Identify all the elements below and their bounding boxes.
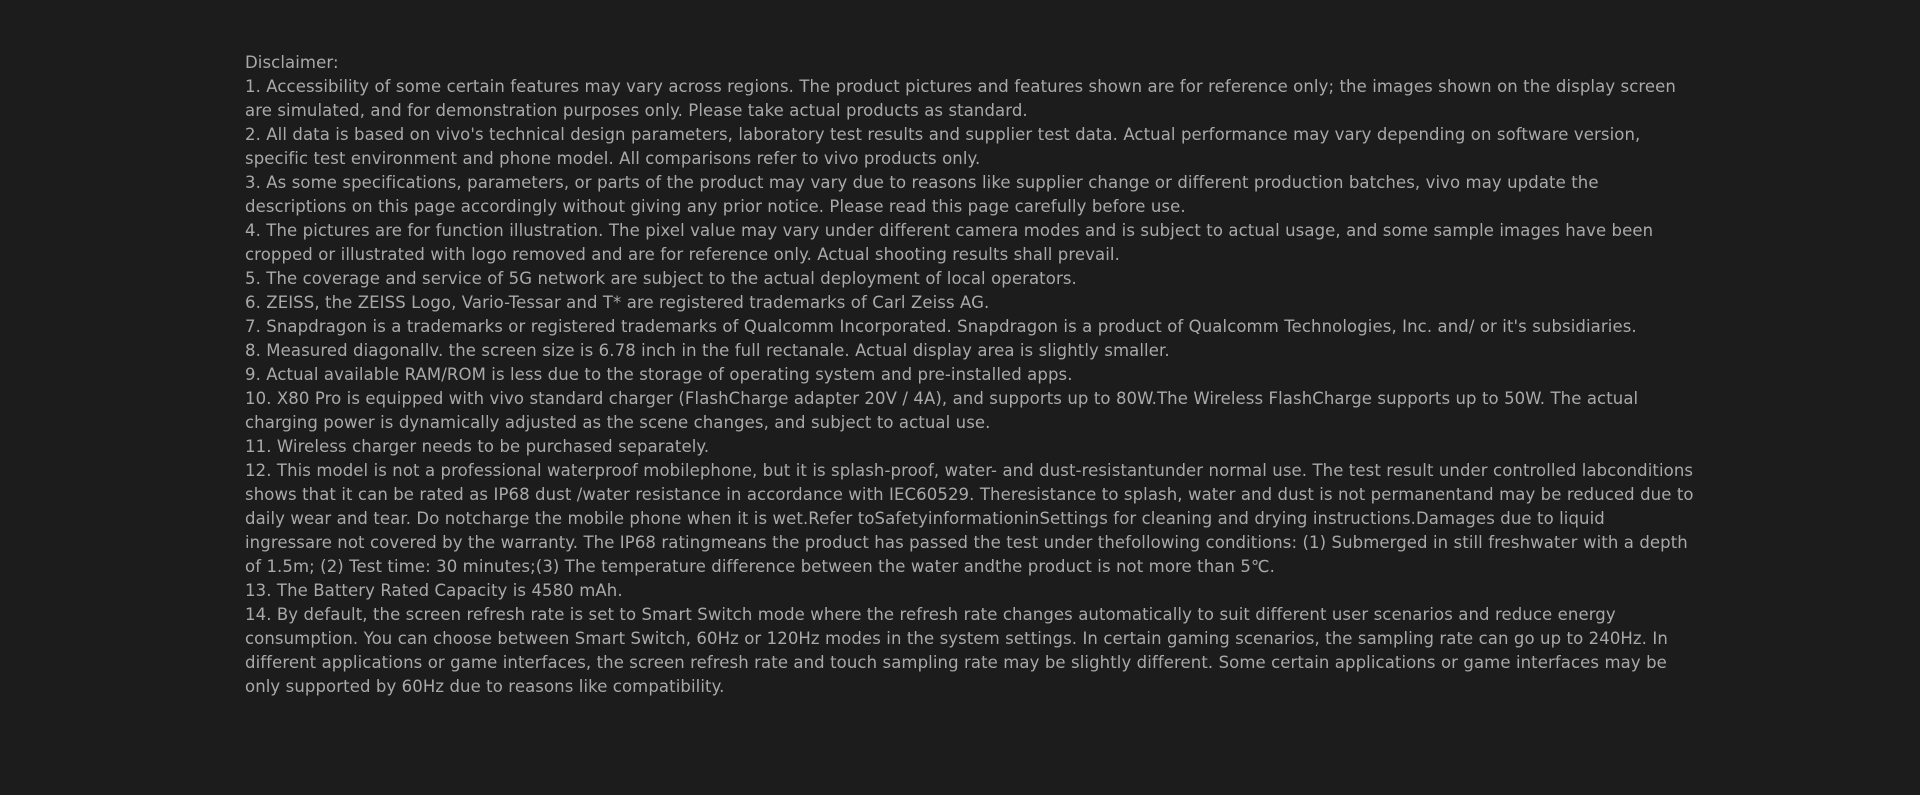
- disclaimer-item: 11. Wireless charger needs to be purchased separately.: [245, 437, 710, 456]
- disclaimer-item: 14. By default, the screen refresh rate is set to Smart Switch mode where the refresh rate changes automatically to suit different user scenarios and reduce energy consumption. You can choose between Smart Switch, 60Hz or 120Hz modes in the system settings. In certain gaming scenarios, the sampling rate can go up to 240Hz. In different applications or game interfaces, the screen refresh rate and touch sampling rate may be slightly different. Some certain applications or game interfaces may be only supported by 60Hz due to reasons like compatibility.: [245, 605, 1668, 696]
- disclaimer-item: 3. As some specifications, parameters, or parts of the product may vary due to reasons like supplier change or different production batches, vivo may update the descriptions on this page accordingly without giving any prior notice. Please read this page carefully before use.: [245, 173, 1599, 216]
- disclaimer-item: 6. ZEISS, the ZEISS Logo, Vario-Tessar and T* are registered trademarks of Carl Zeiss AG.: [245, 293, 990, 312]
- disclaimer-item: 13. The Battery Rated Capacity is 4580 mAh.: [245, 581, 623, 600]
- disclaimer-section: [245, 51, 1695, 699]
- disclaimer-item: 1. Accessibility of some certain features may vary across regions. The product pictures and features shown are for reference only; the images shown on the display screen are simulated, and for demonstration purposes only. Please take actual products as standard.: [245, 77, 1676, 120]
- disclaimer-item: 10. X80 Pro is equipped with vivo standard charger (FlashCharge adapter 20V / 4A), and supports up to 80W.The Wireless FlashCharge supports up to 50W. The actual charging power is dynamically adjusted as the scene changes, and subject to actual use.: [245, 389, 1639, 432]
- disclaimer-item: 12. This model is not a professional waterproof mobilephone, but it is splash-proof, water- and dust-resistantunder normal use. The test result under controlled labconditions shows that it can be rated as IP68 dust /water resistance in accordance with IEC60529. Theresistance to splash, water and dust is not permanentand may be reduced due to daily wear and tear. Do notcharge the mobile phone when it is wet.Refer toSafetyinformationinSettings for cleaning and drying instructions.Damages due to liquid ingressare not covered by the warranty. The IP68 ratingmeans the product has passed the test under thefollowing conditions: (1) Submerged in still freshwater with a depth of 1.5m; (2) Test time: 30 minutes;(3) The temperature difference between the water andthe product is not more than 5℃.: [245, 461, 1694, 576]
- disclaimer-item: 8. Measured diagonallv. the screen size is 6.78 inch in the full rectanale. Actual display area is slightly smaller.: [245, 341, 1170, 360]
- disclaimer-item: 4. The pictures are for function illustration. The pixel value may vary under different camera modes and is subject to actual usage, and some sample images have been cropped or illustrated with logo removed and are for reference only. Actual shooting results shall prevail.: [245, 221, 1654, 264]
- disclaimer-heading: Disclaimer:: [245, 53, 339, 72]
- disclaimer-item: 5. The coverage and service of 5G network are subject to the actual deployment of local operators.: [245, 269, 1077, 288]
- disclaimer-item: 7. Snapdragon is a trademarks or registered trademarks of Qualcomm Incorporated. Snapdragon is a product of Qualcomm Technologies, Inc. and/ or it's subsidiaries.: [245, 317, 1637, 336]
- disclaimer-item: 9. Actual available RAM/ROM is less due to the storage of operating system and pre-installed apps.: [245, 365, 1073, 384]
- disclaimer-item: 2. All data is based on vivo's technical design parameters, laboratory test results and supplier test data. Actual performance may vary depending on software version, specific test environment and phone model. All comparisons refer to vivo products only.: [245, 125, 1641, 168]
